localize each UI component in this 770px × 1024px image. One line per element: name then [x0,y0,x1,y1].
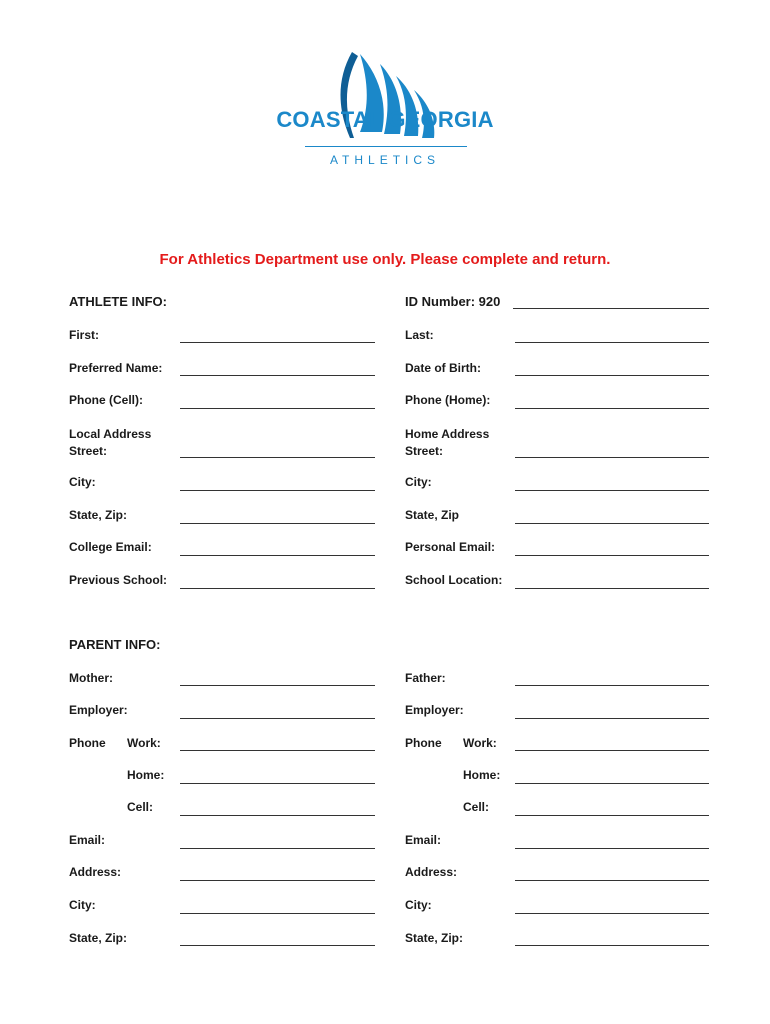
father-employer-field[interactable] [515,718,709,719]
father-city-field[interactable] [515,913,709,914]
school-location-label: School Location: [405,573,503,587]
logo-divider [305,146,467,147]
father-address-field[interactable] [515,880,709,881]
previous-school-label: Previous School: [69,573,168,587]
local-city-field[interactable] [180,490,375,491]
phone-home-field[interactable] [515,408,709,409]
mother-work-phone-field[interactable] [180,750,375,751]
last-name-field[interactable] [515,342,709,343]
preferred-name-label: Preferred Name: [69,361,163,375]
father-cell-label: Cell: [463,800,490,814]
mother-email-field[interactable] [180,848,375,849]
father-field[interactable] [515,685,709,686]
mother-employer-field[interactable] [180,718,375,719]
college-email-field[interactable] [180,555,375,556]
father-label: Father: [405,671,446,685]
father-state-zip-label: State, Zip: [405,931,464,945]
local-state-zip-label: State, Zip: [69,508,128,522]
mother-address-field[interactable] [180,880,375,881]
home-city-label: City: [405,475,432,489]
phone-cell-field[interactable] [180,408,375,409]
phone-cell-label: Phone (Cell): [69,393,143,407]
home-city-field[interactable] [515,490,709,491]
mother-city-field[interactable] [180,913,375,914]
athlete-info-heading: ATHLETE INFO: [69,294,167,309]
local-street-field[interactable] [180,457,375,458]
mother-field[interactable] [180,685,375,686]
father-work-label: Work: [463,736,497,750]
mother-home-label: Home: [127,768,165,782]
mother-state-zip-label: State, Zip: [69,931,128,945]
id-number-field[interactable] [513,308,709,309]
father-work-phone-field[interactable] [515,750,709,751]
mother-email-label: Email: [69,833,106,847]
mother-address-label: Address: [69,865,122,879]
local-city-label: City: [69,475,96,489]
mother-city-label: City: [69,898,96,912]
local-address-label: Local Address [69,427,152,441]
mother-work-label: Work: [127,736,161,750]
mother-label: Mother: [69,671,113,685]
date-of-birth-label: Date of Birth: [405,361,481,375]
mother-home-phone-field[interactable] [180,783,375,784]
father-phone-label: Phone [405,736,442,750]
previous-school-field[interactable] [180,588,375,589]
father-cell-phone-field[interactable] [515,815,709,816]
logo-name: COASTAL GEORGIA [276,107,494,132]
mother-employer-label: Employer: [69,703,128,717]
local-state-zip-field[interactable] [180,523,375,524]
school-location-field[interactable] [515,588,709,589]
mother-cell-label: Cell: [127,800,154,814]
parent-info-heading: PARENT INFO: [69,637,161,652]
id-number-label: ID Number: 920 [405,294,501,309]
mother-cell-phone-field[interactable] [180,815,375,816]
last-name-label: Last: [405,328,434,342]
logo-subtitle: ATHLETICS [329,153,441,167]
home-street-label: Street: [405,444,444,458]
preferred-name-field[interactable] [180,375,375,376]
father-address-label: Address: [405,865,458,879]
first-name-label: First: [69,328,99,342]
first-name-field[interactable] [180,342,375,343]
father-city-label: City: [405,898,432,912]
home-state-zip-label: State, Zip [405,508,460,522]
personal-email-field[interactable] [515,555,709,556]
date-of-birth-field[interactable] [515,375,709,376]
home-state-zip-field[interactable] [515,523,709,524]
mother-phone-label: Phone [69,736,106,750]
father-email-label: Email: [405,833,442,847]
father-home-phone-field[interactable] [515,783,709,784]
phone-home-label: Phone (Home): [405,393,491,407]
father-employer-label: Employer: [405,703,464,717]
notice-text: For Athletics Department use only. Please complete and return. [159,251,611,268]
home-street-field[interactable] [515,457,709,458]
father-home-label: Home: [463,768,501,782]
local-street-label: Street: [69,444,108,458]
mother-state-zip-field[interactable] [180,945,375,946]
father-state-zip-field[interactable] [515,945,709,946]
home-address-label: Home Address [405,427,490,441]
father-email-field[interactable] [515,848,709,849]
personal-email-label: Personal Email: [405,540,496,554]
college-email-label: College Email: [69,540,152,554]
